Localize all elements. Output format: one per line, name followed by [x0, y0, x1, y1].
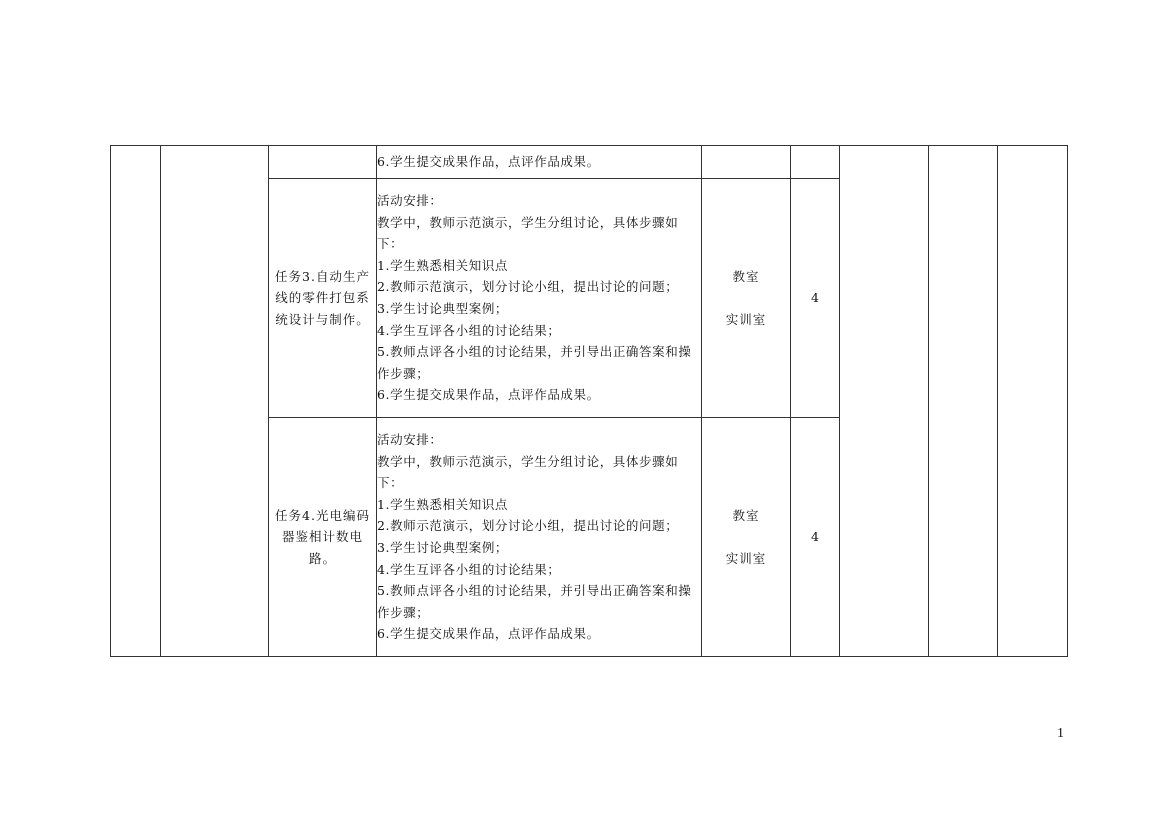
merged-cell-col2: [161, 146, 269, 657]
task-text: 任务4.光电编码器鉴相计数电路。: [275, 507, 370, 566]
activity-line: 4.学生互评各小组的讨论结果；: [377, 322, 561, 338]
activity-line: 3.学生讨论典型案例；: [377, 540, 509, 555]
task-cell: [269, 418, 377, 657]
task-cell: [269, 146, 377, 179]
activity-cell: [377, 418, 702, 657]
table-row-continuation: [111, 146, 1068, 179]
activity-line: 1.学生熟悉相关知识点: [377, 257, 509, 273]
activity-line: 2.教师示范演示，划分讨论小组，提出讨论的问题；: [377, 518, 679, 534]
activity-cell: [377, 146, 702, 179]
activity-line: 教学中，教师示范演示，学生分组讨论，具体步骤如下：: [377, 453, 679, 491]
hours-cell: [791, 418, 840, 657]
venue-training-room: 实训室: [725, 311, 767, 327]
hours-text: 4: [811, 529, 819, 545]
activity-line: 4.学生互评各小组的讨论结果；: [377, 561, 561, 577]
venue-classroom: 教室: [732, 268, 760, 284]
task-cell: [269, 179, 377, 418]
venue-classroom: 教室: [732, 507, 760, 523]
activity-line: 教学中，教师示范演示，学生分组讨论，具体步骤如下：: [377, 214, 679, 252]
activity-line: 6.学生提交成果作品，点评作品成果。: [377, 387, 600, 403]
venue-cell: [702, 418, 791, 657]
teaching-plan-table: [110, 145, 1068, 657]
activity-line: 2.教师示范演示，划分讨论小组，提出讨论的问题；: [377, 279, 679, 295]
merged-cell-col7: [840, 146, 929, 657]
venue-training-room: 实训室: [725, 550, 767, 566]
activity-line: 5.教师点评各小组的讨论结果，并引导出正确答案和操作步骤；: [377, 583, 692, 620]
hours-cell: [791, 146, 840, 179]
activity-line: 6.学生提交成果作品，点评作品成果。: [377, 626, 600, 642]
hours-cell: [791, 179, 840, 418]
merged-cell-col1: [111, 146, 161, 657]
activity-line: 活动安排：: [377, 432, 443, 448]
activity-cell: [377, 179, 702, 418]
activity-line: 5.教师点评各小组的讨论结果，并引导出正确答案和操作步骤；: [377, 344, 692, 381]
merged-cell-col8: [929, 146, 998, 657]
hours-text: 4: [811, 290, 819, 306]
activity-line: 1.学生熟悉相关知识点: [377, 496, 509, 512]
merged-cell-col9: [998, 146, 1068, 657]
activity-line: 活动安排：: [377, 193, 443, 209]
activity-line: 6.学生提交成果作品，点评作品成果。: [377, 154, 600, 170]
task-text: 任务3.自动生产线的零件打包系统设计与制作。: [275, 268, 370, 327]
venue-cell: [702, 179, 791, 418]
activity-line: 3.学生讨论典型案例；: [377, 301, 509, 316]
venue-cell: [702, 146, 791, 179]
page-number: 1: [1057, 726, 1064, 741]
